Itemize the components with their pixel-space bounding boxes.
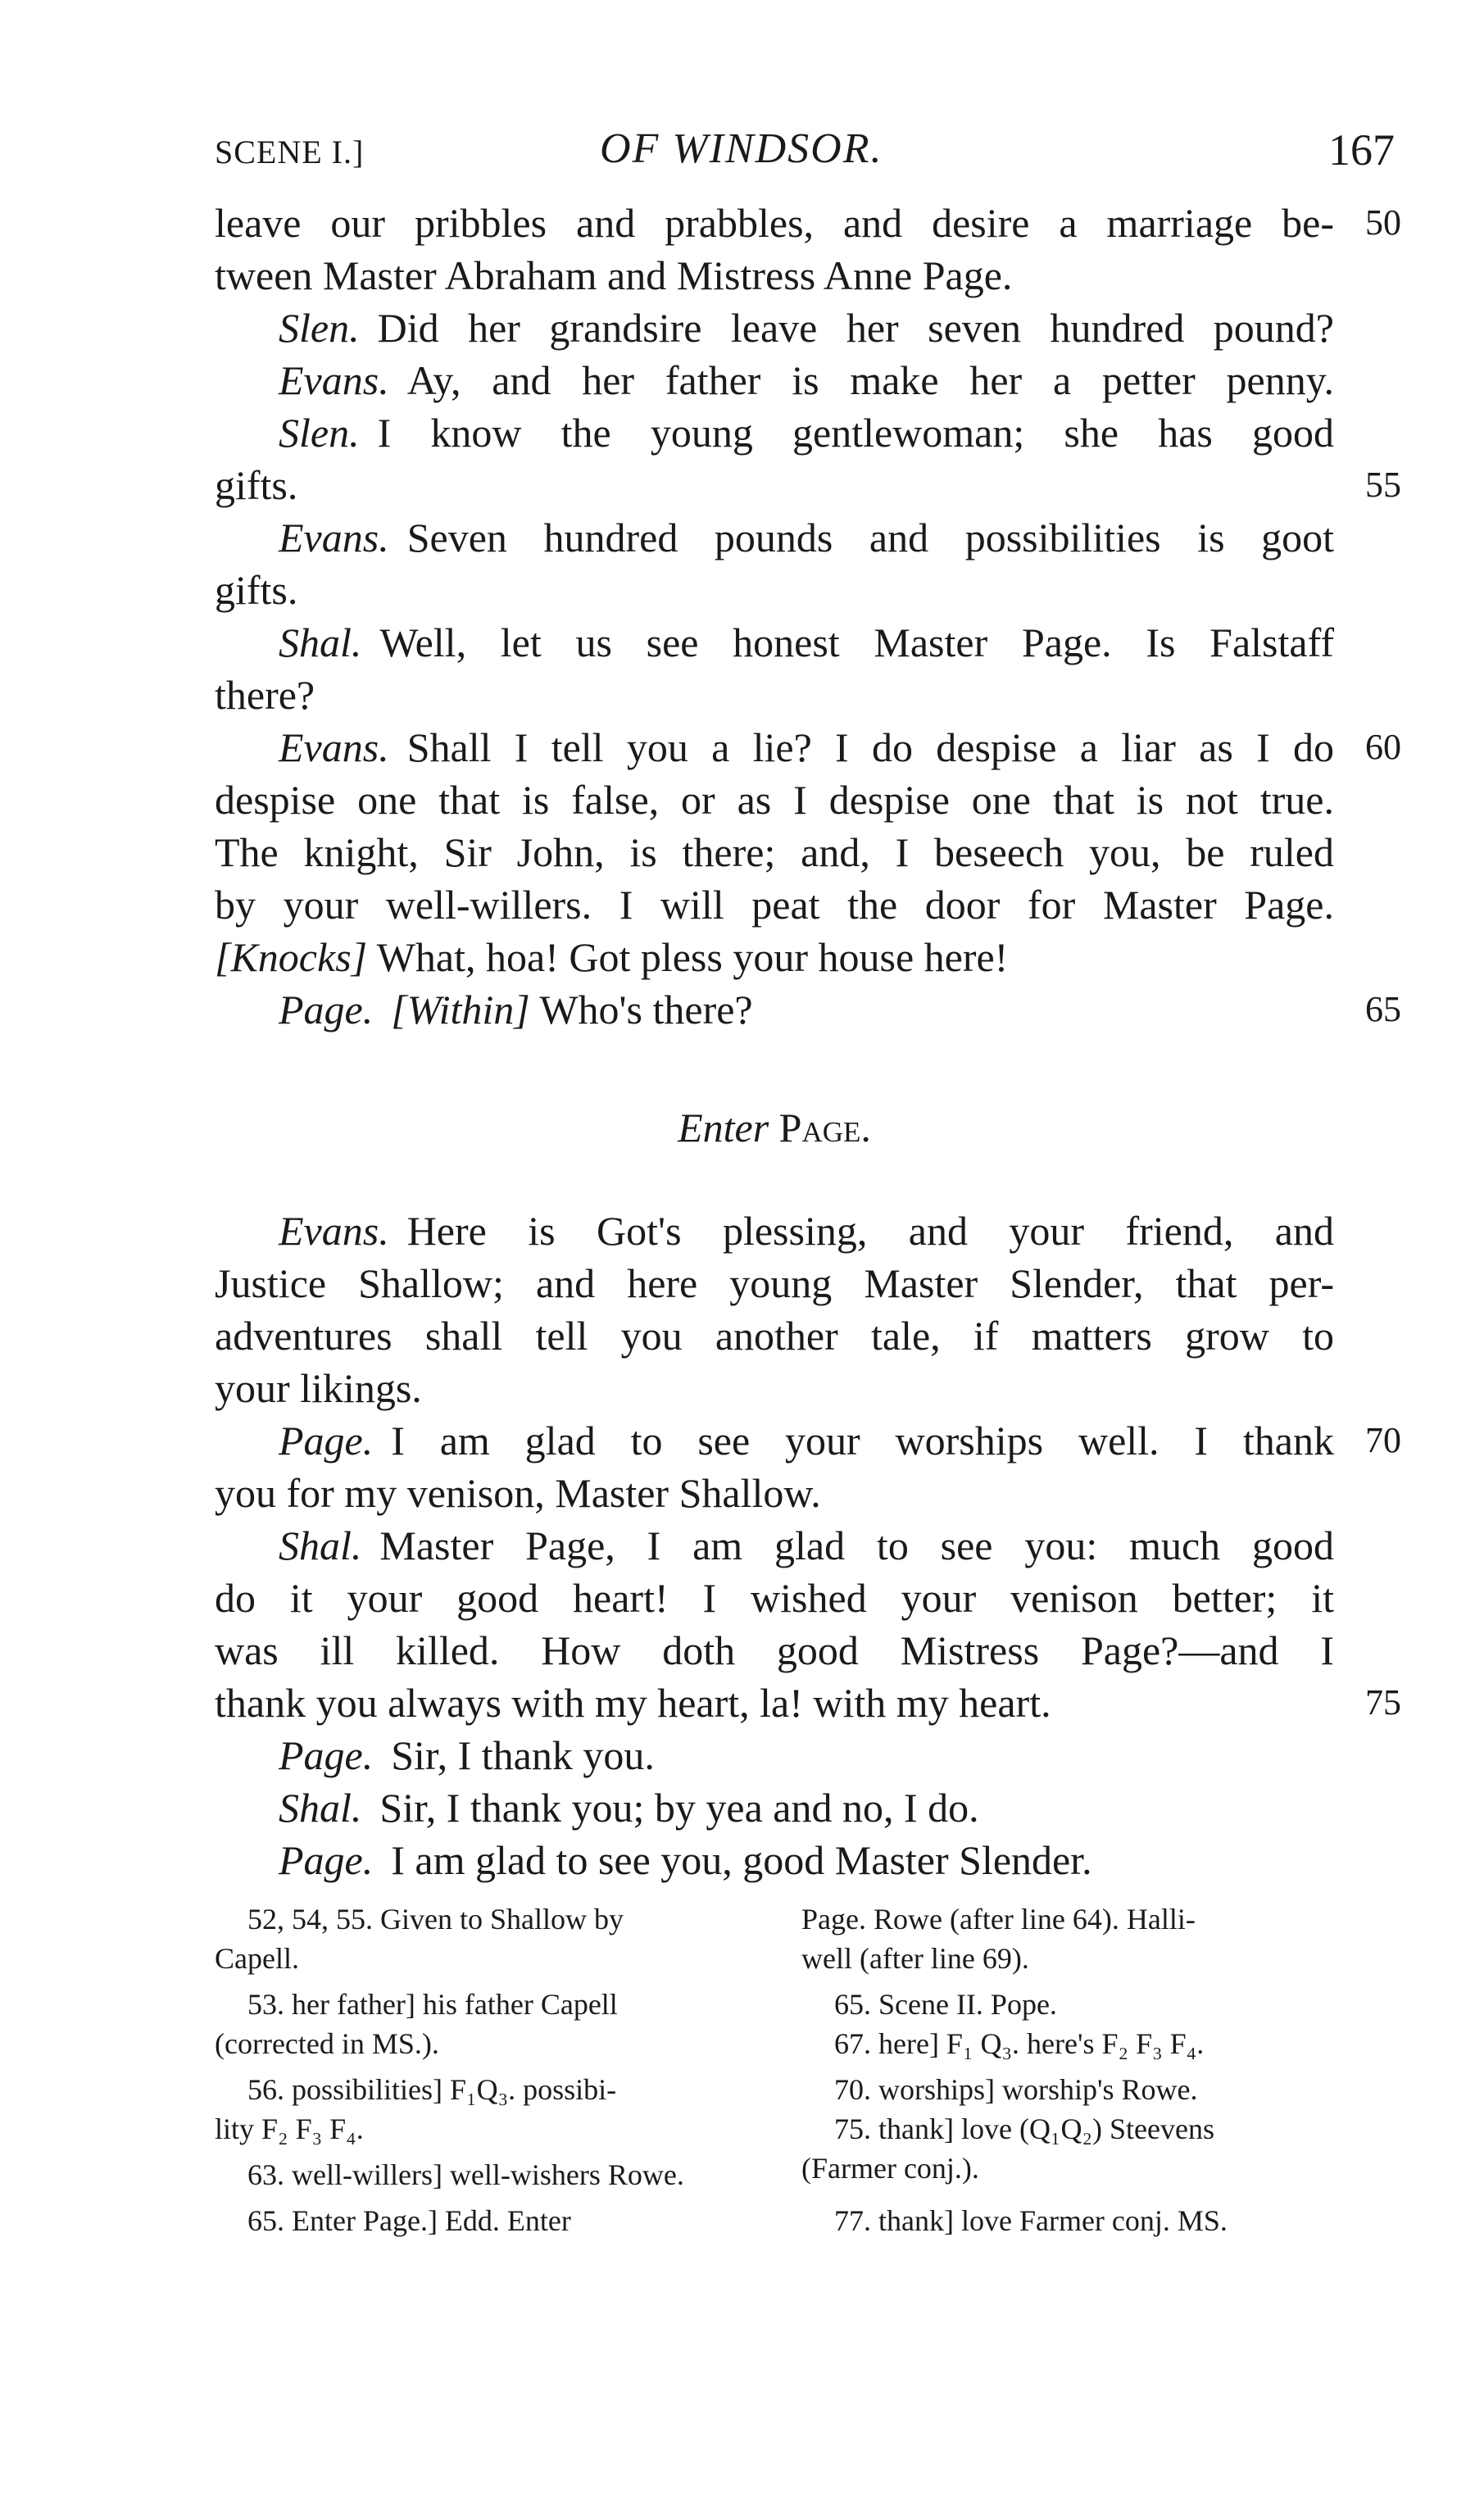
line-number: 75 <box>1365 1682 1401 1722</box>
speech-line: Page. Sir, I thank you. <box>279 1732 655 1778</box>
speech-line: Evans. Ay, and her father is make her a petter penny. <box>279 357 1334 403</box>
footnote-line: 75. thank] love (Q₁Q₂) Steevens <box>834 2112 1214 2145</box>
entrance-direction: Enter Page. <box>678 1105 871 1150</box>
speech-line: Page. I am glad to see you, good Master Slender. <box>279 1837 1092 1883</box>
speech-line: Slen. I know the young gentlewoman; she has good <box>279 410 1334 456</box>
text-line: do it your good heart! I wished your venison better; it <box>215 1575 1334 1621</box>
footnote-line: 67. here] F₁ Q₃. here's F₂ F₃ F₄. <box>834 2027 1205 2060</box>
footnote-line: 63. well-willers] well-wishers Rowe. <box>247 2158 684 2191</box>
footnote-line: 52, 54, 55. Given to Shallow by <box>247 1903 624 1935</box>
page-number: 167 <box>1328 125 1395 175</box>
scene-label: SCENE I.] <box>215 134 365 170</box>
text-line: tween Master Abraham and Mistress Anne Page. <box>215 252 1013 298</box>
text-line: by your well-willers. I will peat the door for Master Page. <box>215 882 1334 928</box>
text-line: gifts. <box>215 567 298 613</box>
stage-direction: [Within] <box>391 987 530 1032</box>
stage-direction: [Knocks] <box>215 934 368 980</box>
speech-line: Shal. Well, let us see honest Master Page. Is Falstaff <box>279 619 1334 665</box>
speaker-name: Shal. <box>279 1785 362 1831</box>
speaker-name: Shal. <box>279 619 362 665</box>
footnote-line: 65. Enter Page.] Edd. Enter <box>247 2204 571 2237</box>
speaker-name: Page. <box>279 1837 374 1883</box>
text-line: your likings. <box>215 1365 422 1411</box>
stage-line: [Knocks] What, hoa! Got pless your house here! <box>215 934 1009 980</box>
footnote-line: (corrected in MS.). <box>215 2027 439 2060</box>
line-number: 65 <box>1365 989 1401 1029</box>
footnote-line: 56. possibilities] F₁Q₃. possibi- <box>247 2073 617 2106</box>
footnote-line: Page. Rowe (after line 64). Halli- <box>801 1903 1196 1935</box>
footnote-line: 65. Scene II. Pope. <box>834 1988 1057 2021</box>
line-number: 55 <box>1365 465 1401 505</box>
footnote-line: (Farmer conj.). <box>801 2152 979 2185</box>
speaker-name: Evans. <box>279 515 389 560</box>
text-line: despise one that is false, or as I despise one that is not true. <box>215 777 1334 823</box>
speaker-name: Evans. <box>279 724 389 770</box>
running-header <box>215 125 1395 177</box>
text-line: Justice Shallow; and here young Master Slender, that per- <box>215 1260 1334 1306</box>
speech-line: Shal. Master Page, I am glad to see you: much good <box>279 1523 1334 1568</box>
speaker-name: Page. <box>279 1418 374 1464</box>
text-line: adventures shall tell you another tale, if matters grow to <box>215 1313 1334 1359</box>
speaker-name: Slen. <box>279 305 360 351</box>
speech-line: Evans. Seven hundred pounds and possibilities is goot <box>279 515 1334 560</box>
text-line: The knight, Sir John, is there; and, I beseech you, be ruled <box>215 829 1334 875</box>
speaker-name: Evans. <box>279 357 389 403</box>
text-line: leave our pribbles and prabbles, and desire a marriage be- <box>215 200 1334 246</box>
speaker-name: Shal. <box>279 1523 362 1568</box>
footnote-line: lity F₂ F₃ F₄. <box>215 2112 364 2145</box>
speaker-name: Slen. <box>279 410 360 456</box>
line-number: 60 <box>1365 727 1401 767</box>
text-line: was ill killed. How doth good Mistress Page?—and I <box>215 1627 1334 1673</box>
play-title: OF WINDSOR. <box>600 125 883 172</box>
text-line: thank you always with my heart, la! with my heart. <box>215 1680 1051 1726</box>
text-line: you for my venison, Master Shallow. <box>215 1470 821 1516</box>
footnote-line: Capell. <box>215 1942 299 1975</box>
text-line: gifts. <box>215 462 298 508</box>
speaker-name: Page. <box>279 1732 374 1778</box>
speech-line: Evans. Shall I tell you a lie? I do despise a liar as I do <box>279 724 1334 770</box>
line-number: 50 <box>1365 202 1401 243</box>
footnote-line: 70. worships] worship's Rowe. <box>834 2073 1198 2106</box>
footnote-line: 77. thank] love Farmer conj. MS. <box>834 2204 1228 2237</box>
footnote-line: 53. her father] his father Capell <box>247 1988 618 2021</box>
line-number: 70 <box>1365 1420 1401 1460</box>
speech-line: Page. [Within] Who's there? <box>279 987 753 1032</box>
speech-line: Shal. Sir, I thank you; by yea and no, I do. <box>279 1785 979 1831</box>
speaker-name: Evans. <box>279 1208 389 1254</box>
speech-line: Page. I am glad to see your worships well. I thank <box>279 1418 1334 1464</box>
footnote-line: well (after line 69). <box>801 1942 1029 1975</box>
speech-line: Evans. Here is Got's plessing, and your friend, and <box>279 1208 1334 1254</box>
text-line: there? <box>215 672 315 718</box>
speech-line: Slen. Did her grandsire leave her seven hundred pound? <box>279 305 1334 351</box>
speaker-name: Page. <box>279 987 374 1032</box>
